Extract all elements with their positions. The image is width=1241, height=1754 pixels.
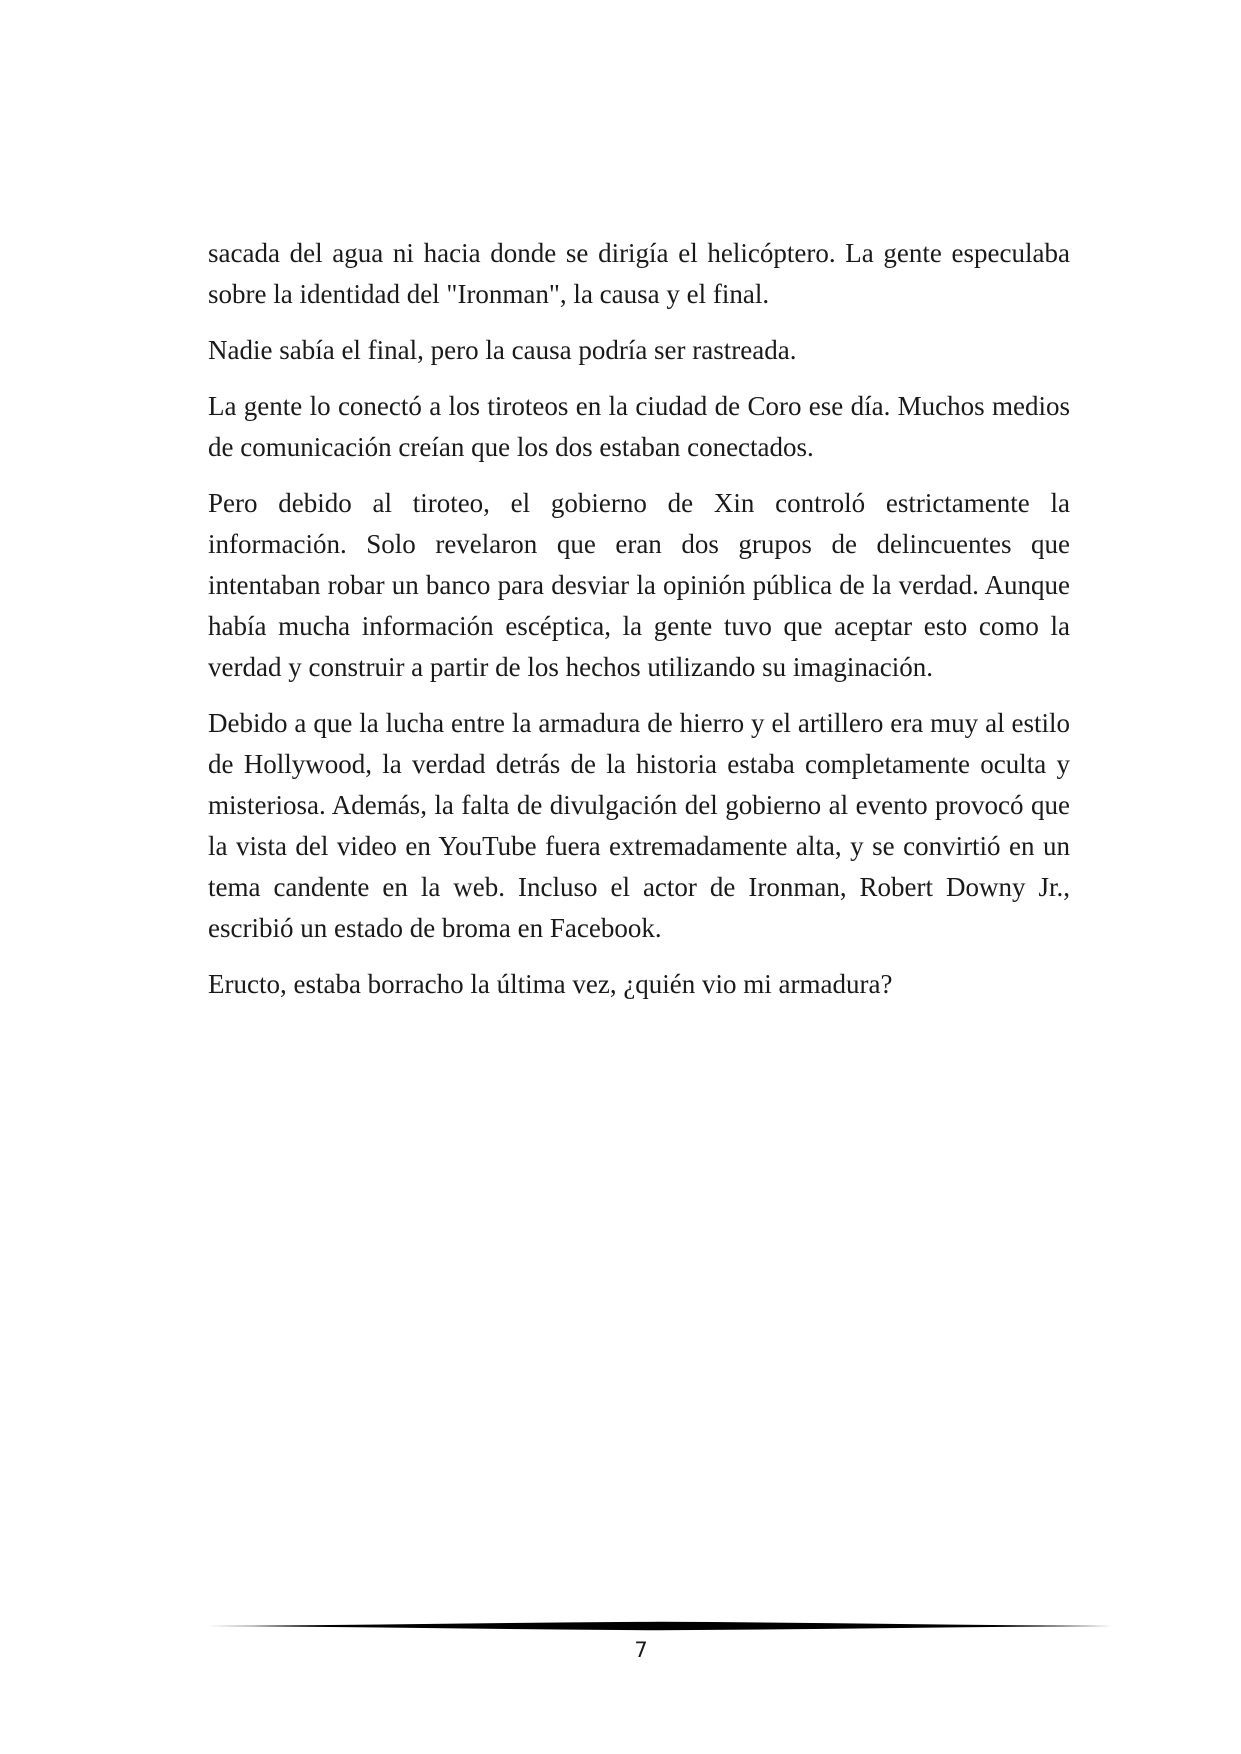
body-paragraph-5: Debido a que la lucha entre la armadura de hierro y el artillero era muy al estilo de Hollywood, la verdad detrás de la historia estaba completamente oculta y misteriosa. Además, la falta de divulgación del gobierno al evento provocó que la vista del video en YouTube fuera extremadamente alta, y se convirtió en un tema candente en la web. Incluso el actor de Ironman, Robert Downy Jr., escribió un estado de broma en Facebook. xyxy=(208,708,1070,943)
body-paragraph-6: Eructo, estaba borracho la última vez, ¿quién vio mi armadura? xyxy=(208,969,893,999)
page-body xyxy=(208,233,1070,1020)
body-paragraph-2: Nadie sabía el final, pero la causa podría ser rastreada. xyxy=(208,335,797,365)
footer-divider xyxy=(208,1620,1112,1632)
body-paragraph-1: sacada del agua ni hacia donde se dirigía el helicóptero. La gente especulaba sobre la identidad del "Ironman", la causa y el final. xyxy=(208,238,1070,309)
body-paragraph-3: La gente lo conectó a los tiroteos en la ciudad de Coro ese día. Muchos medios de comunicación creían que los dos estaban conectados. xyxy=(208,391,1070,462)
page-number: 7 xyxy=(634,1638,648,1662)
body-paragraph-4: Pero debido al tiroteo, el gobierno de Xin controló estrictamente la información. Solo revelaron que eran dos grupos de delincuentes que intentaban robar un banco para desviar la opinión pública de la verdad. Aunque había mucha información escéptica, la gente tuvo que aceptar esto como la verdad y construir a partir de los hechos utilizando su imaginación. xyxy=(208,488,1070,682)
